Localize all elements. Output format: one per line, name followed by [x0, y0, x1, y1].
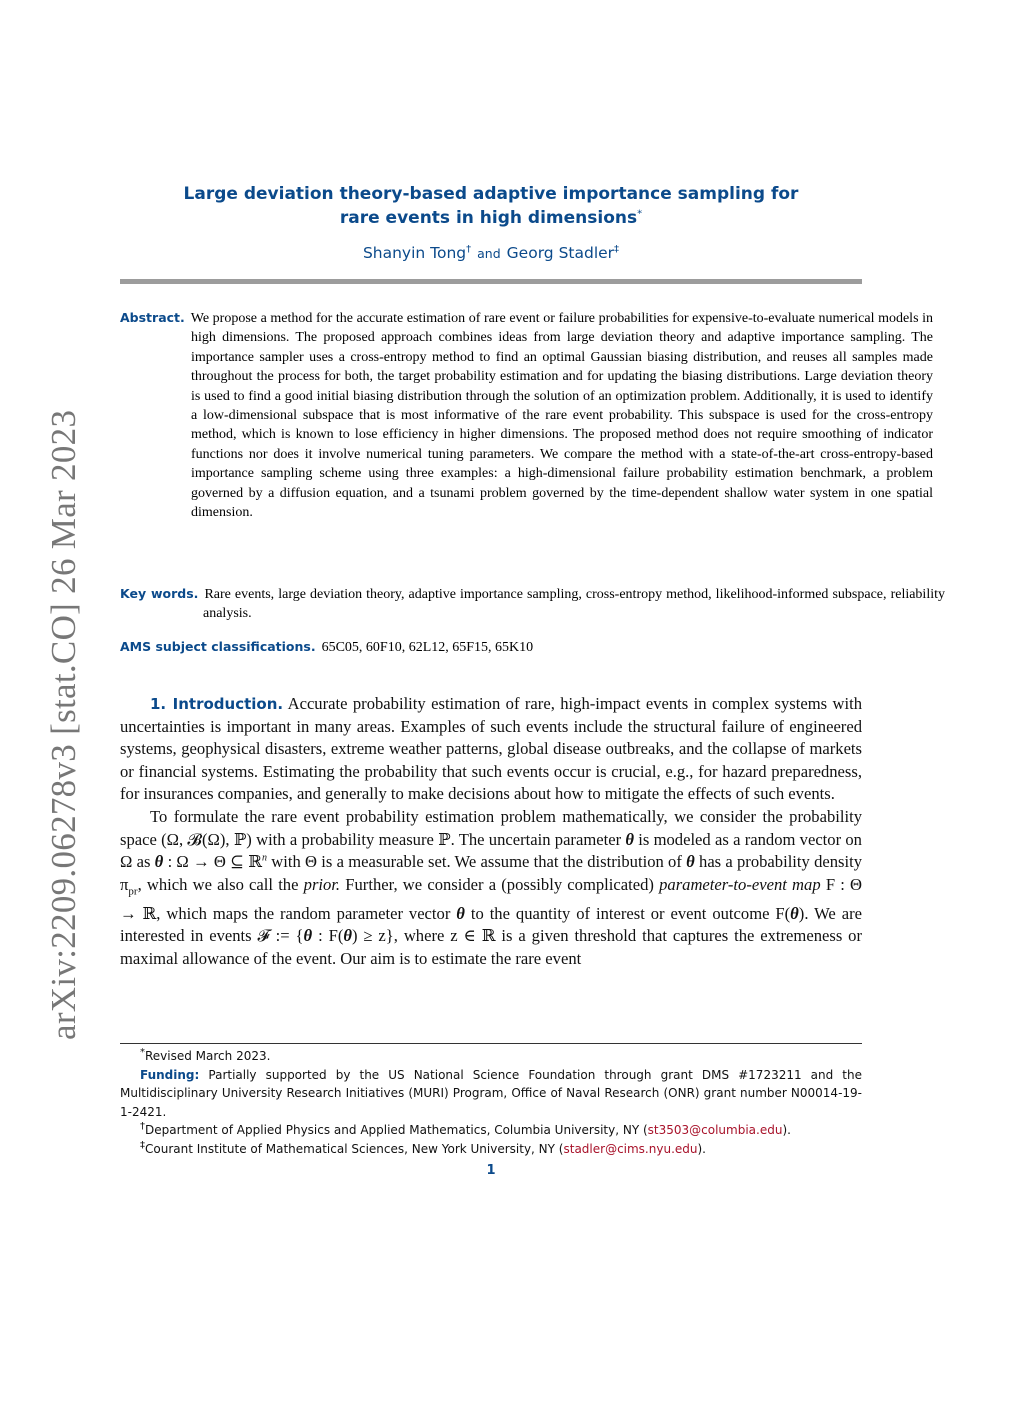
title-divider	[120, 279, 862, 284]
paragraph-text: To formulate the rare event probability estimation problem mathematically, we consider the probability space (Ω, 𝓑(Ω), ℙ) with a probability measure ℙ. The uncertain parameter	[120, 806, 862, 849]
paragraph-text: , which we also call the	[137, 874, 299, 894]
math-theta: θ	[686, 852, 695, 872]
math-theta: θ	[343, 926, 352, 946]
footnote-affiliation	[120, 1140, 862, 1159]
keywords-text: Rare events, large deviation theory, adaptive importance sampling, cross-entropy method, likelihood-informed subspace, reliability analysis.	[203, 587, 945, 622]
author-affiliation-mark: ‡	[614, 243, 620, 255]
paragraph-text: Accurate probability estimation of rare, high-impact events in complex systems with uncertainties is important in many areas. Examples of such events include the structural failure of engineered systems, geophysical disasters, extreme weather patterns, global disease outbreaks, and the collapse of markets or financial systems. Estimating the probability that such events occur is crucial, e.g., for hazard preparedness, for insurances companies, and generally to make decisions about how to mitigate the effects of such events.	[120, 694, 863, 804]
section-heading	[150, 695, 283, 713]
paragraph-text: ) ≥ z}, where z ∈ ℝ is a given threshold that captures the extremeness or maximal allowance of the event. Our aim is to estimate the rare event	[120, 926, 863, 968]
paragraph-text: to the quantity of interest or event outcome F(	[470, 903, 791, 923]
footnote-revision	[120, 1047, 862, 1066]
arxiv-identifier-stamp: arXiv:2209.06278v3 [stat.CO] 26 Mar 2023	[44, 409, 83, 1040]
footnote-affiliation	[120, 1121, 862, 1140]
email-link[interactable]: stadler@cims.nyu.edu	[563, 1141, 698, 1156]
author-name: Georg Stadler	[506, 244, 615, 262]
math-subscript: pr	[128, 885, 138, 898]
introduction-paragraph	[120, 693, 862, 806]
title-line-1: Large deviation theory-based adaptive importance sampling for	[183, 184, 799, 204]
author-conjunction: and	[477, 246, 501, 261]
abstract-text: We propose a method for the accurate estimation of rare event or failure probabilities for expensive-to-evaluate numerical models in high dimensions. The proposed approach combines ideas from large deviation theory and adaptive importance sampling. The importance sampler uses a cross-entropy method to find an optimal Gaussian biasing distribution, and reuses all samples made throughout the process for both, the target probability estimation and for updating the biasing distributions. Large deviation theory is used to find a good initial biasing distribution through the solution of an optimization problem. Additionally, it is used to identify a low-dimensional subspace that is most informative of the rare event probability. This subspace is used for the cross-entropy method, which is known to lose efficiency in higher dimensions. The proposed method does not require smoothing of indicator functions nor does it involve numerical tuning parameters. We compare the method with a state-of-the-art cross-entropy-based importance sampling scheme using three examples: a high-dimensional failure probability estimation benchmark, a problem governed by a diffusion equation, and a tsunami problem governed by the time-dependent shallow water system in one spatial dimension.	[190, 311, 933, 521]
abstract-label: Abstract.	[120, 310, 185, 325]
footnotes	[120, 1047, 862, 1159]
math-theta: θ	[303, 926, 313, 946]
footnote-text: Courant Institute of Mathematical Sciences, New York University, NY (	[145, 1141, 564, 1156]
funding-label: Funding:	[140, 1067, 200, 1082]
paragraph-text: with Θ is a measurable set. We assume that the distribution of	[271, 852, 682, 872]
footnote-text: Department of Applied Physics and Applied Mathematics, Columbia University, NY (	[145, 1123, 648, 1138]
author-name: Shanyin Tong	[362, 244, 467, 262]
title-footnote-mark: *	[637, 208, 643, 220]
emphasis-text: prior.	[303, 874, 341, 894]
math-theta: θ	[625, 829, 634, 849]
footnote-text: Partially supported by the US National Science Foundation through grant DMS #1723211 and the Multidisciplinary University Research Initiatives (MURI) Program, Office of Naval Research (ONR) grant number N00014-19-1-2421.	[120, 1067, 862, 1119]
paragraph-text: has a probability density π	[120, 852, 863, 894]
paragraph-text: Further, we consider a (possibly complicated)	[345, 874, 654, 894]
paragraph-text: F : Θ → ℝ, which maps the random parameter vector	[120, 874, 862, 923]
section-number: 1.	[150, 695, 167, 713]
author-list	[120, 244, 862, 262]
footnote-text: Revised March 2023.	[145, 1049, 271, 1063]
math-expression: : Ω → Θ ⊆ ℝ	[167, 852, 263, 872]
abstract	[120, 309, 933, 522]
emphasis-text: parameter-to-event map	[659, 874, 821, 894]
footnote-divider	[120, 1043, 862, 1044]
section-title: Introduction.	[172, 695, 284, 713]
paper-title	[120, 182, 862, 230]
footnote-funding	[120, 1066, 862, 1122]
email-link[interactable]: st3503@columbia.edu	[647, 1123, 783, 1138]
footnote-text: ).	[697, 1141, 706, 1156]
footnote-text: ).	[782, 1123, 791, 1138]
footnote-mark: *	[140, 1047, 145, 1058]
paragraph-text: ). We are interested in events 𝓕 := {	[120, 903, 862, 946]
math-superscript: n	[262, 852, 268, 864]
math-theta: θ	[790, 903, 799, 923]
introduction-section	[120, 693, 862, 970]
ams-label: AMS subject classifications.	[120, 639, 316, 654]
page-number: 1	[486, 1163, 496, 1178]
keywords-label: Key words.	[120, 586, 199, 601]
footnote-mark: †	[140, 1121, 145, 1133]
title-line-2: rare events in high dimensions	[339, 208, 638, 228]
footnote-mark: ‡	[140, 1139, 145, 1151]
paragraph-text: is modeled as a random vector on Ω as	[120, 829, 862, 872]
math-expression: : F(	[318, 926, 344, 946]
introduction-paragraph	[120, 806, 862, 970]
math-theta: θ	[154, 852, 164, 872]
author-affiliation-mark: †	[466, 243, 472, 255]
ams-codes: 65C05, 60F10, 62L12, 65F15, 65K10	[321, 640, 534, 655]
ams-classifications	[120, 638, 862, 657]
keywords	[120, 585, 945, 624]
math-theta: θ	[456, 903, 465, 923]
